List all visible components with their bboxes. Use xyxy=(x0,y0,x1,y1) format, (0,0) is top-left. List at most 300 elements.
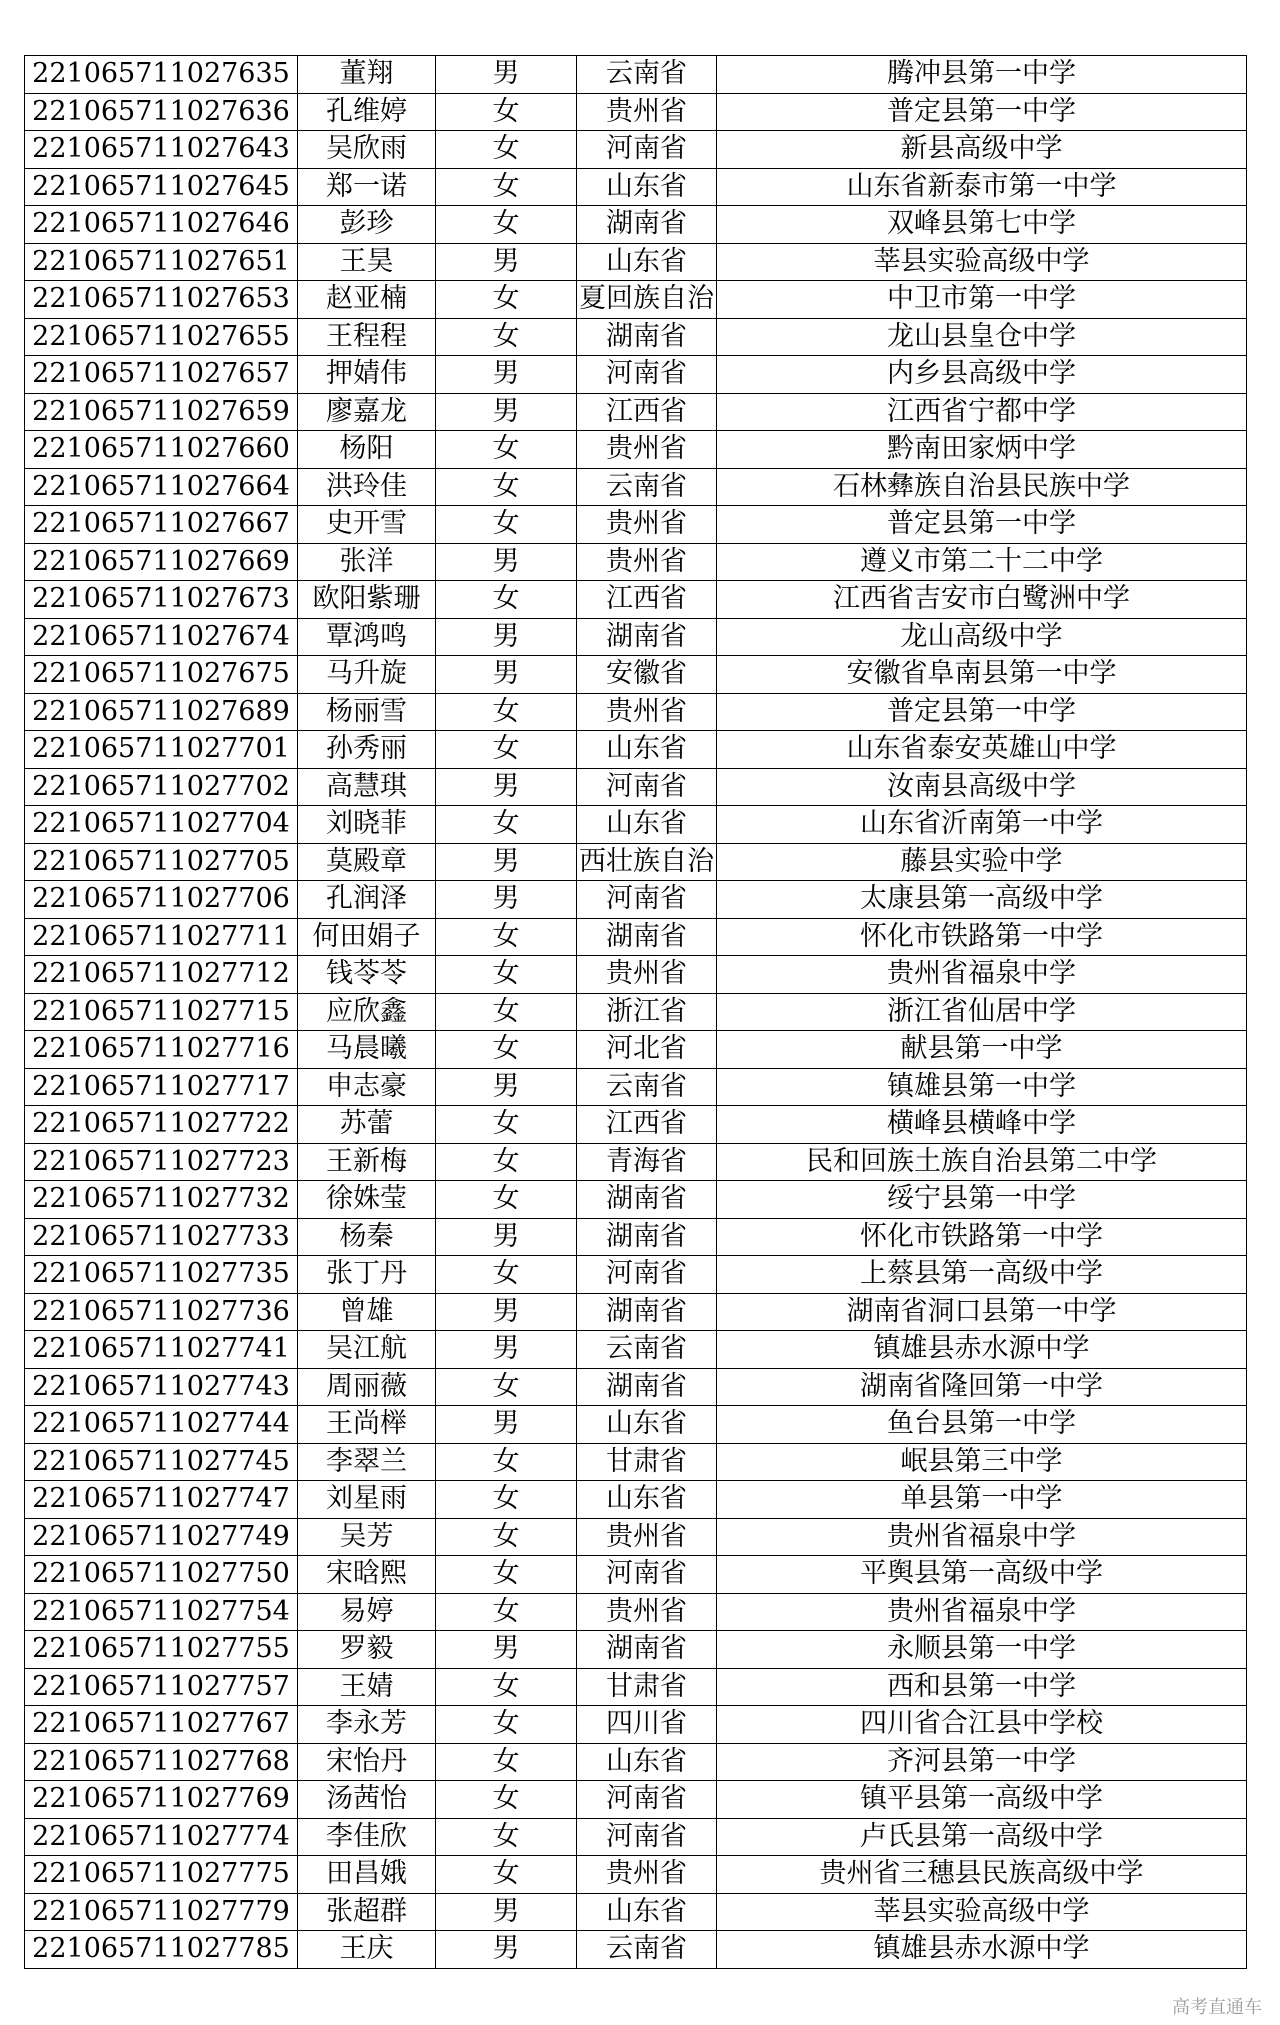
province-cell: 夏回族自治 xyxy=(577,281,717,319)
table-row xyxy=(25,1331,1247,1369)
student-name-cell: 王程程 xyxy=(298,318,436,356)
province-cell: 贵州省 xyxy=(577,956,717,994)
student-name-cell: 张洋 xyxy=(298,543,436,581)
province-cell: 江西省 xyxy=(577,1106,717,1144)
school-cell: 上蔡县第一高级中学 xyxy=(717,1256,1247,1294)
school-cell: 藤县实验中学 xyxy=(717,843,1247,881)
province-cell: 贵州省 xyxy=(577,693,717,731)
school-cell: 内乡县高级中学 xyxy=(717,356,1247,394)
gender-cell: 男 xyxy=(436,881,577,919)
student-id-cell: 221065711027741 xyxy=(25,1331,298,1369)
student-name-cell: 王昊 xyxy=(298,243,436,281)
student-id-cell: 221065711027701 xyxy=(25,731,298,769)
student-id-cell: 221065711027645 xyxy=(25,168,298,206)
student-name-cell: 王庆 xyxy=(298,1931,436,1969)
gender-cell: 男 xyxy=(436,1218,577,1256)
student-name-cell: 宋怡丹 xyxy=(298,1743,436,1781)
table-row xyxy=(25,356,1247,394)
table-row xyxy=(25,1106,1247,1144)
gender-cell: 女 xyxy=(436,1031,577,1069)
school-cell: 贵州省福泉中学 xyxy=(717,1593,1247,1631)
student-id-cell: 221065711027674 xyxy=(25,618,298,656)
table-row xyxy=(25,1218,1247,1256)
province-cell: 江西省 xyxy=(577,393,717,431)
gender-cell: 女 xyxy=(436,731,577,769)
gender-cell: 女 xyxy=(436,318,577,356)
school-cell: 汝南县高级中学 xyxy=(717,768,1247,806)
province-cell: 云南省 xyxy=(577,468,717,506)
table-row xyxy=(25,1256,1247,1294)
student-id-cell: 221065711027785 xyxy=(25,1931,298,1969)
school-cell: 莘县实验高级中学 xyxy=(717,243,1247,281)
table-row xyxy=(25,1443,1247,1481)
table-row xyxy=(25,468,1247,506)
school-cell: 平舆县第一高级中学 xyxy=(717,1556,1247,1594)
table-row xyxy=(25,1143,1247,1181)
student-name-cell: 孔维婷 xyxy=(298,93,436,131)
school-cell: 贵州省三穗县民族高级中学 xyxy=(717,1856,1247,1894)
table-row xyxy=(25,1406,1247,1444)
school-cell: 永顺县第一中学 xyxy=(717,1631,1247,1669)
student-id-cell: 221065711027717 xyxy=(25,1068,298,1106)
table-row xyxy=(25,131,1247,169)
school-cell: 贵州省福泉中学 xyxy=(717,956,1247,994)
table-row xyxy=(25,168,1247,206)
school-cell: 横峰县横峰中学 xyxy=(717,1106,1247,1144)
table-row xyxy=(25,1181,1247,1219)
student-name-cell: 董翔 xyxy=(298,56,436,94)
student-name-cell: 杨阳 xyxy=(298,431,436,469)
student-name-cell: 吴芳 xyxy=(298,1518,436,1556)
province-cell: 山东省 xyxy=(577,243,717,281)
student-name-cell: 李永芳 xyxy=(298,1706,436,1744)
province-cell: 山东省 xyxy=(577,1743,717,1781)
student-name-cell: 钱苓苓 xyxy=(298,956,436,994)
province-cell: 湖南省 xyxy=(577,206,717,244)
school-cell: 江西省吉安市白鹭洲中学 xyxy=(717,581,1247,619)
table-row xyxy=(25,618,1247,656)
gender-cell: 女 xyxy=(436,1518,577,1556)
table-row xyxy=(25,206,1247,244)
school-cell: 山东省泰安英雄山中学 xyxy=(717,731,1247,769)
student-name-cell: 何田娟子 xyxy=(298,918,436,956)
province-cell: 湖南省 xyxy=(577,1368,717,1406)
table-row xyxy=(25,393,1247,431)
gender-cell: 女 xyxy=(436,1818,577,1856)
gender-cell: 男 xyxy=(436,1631,577,1669)
watermark-text: 高考直通车 xyxy=(1172,1997,1262,2018)
student-name-cell: 宋晗熙 xyxy=(298,1556,436,1594)
student-id-cell: 221065711027667 xyxy=(25,506,298,544)
student-name-cell: 廖嘉龙 xyxy=(298,393,436,431)
school-cell: 四川省合江县中学校 xyxy=(717,1706,1247,1744)
student-name-cell: 孙秀丽 xyxy=(298,731,436,769)
school-cell: 莘县实验高级中学 xyxy=(717,1893,1247,1931)
gender-cell: 男 xyxy=(436,843,577,881)
gender-cell: 女 xyxy=(436,206,577,244)
student-id-cell: 221065711027754 xyxy=(25,1593,298,1631)
student-id-cell: 221065711027657 xyxy=(25,356,298,394)
student-id-cell: 221065711027755 xyxy=(25,1631,298,1669)
table-row xyxy=(25,1856,1247,1894)
student-id-cell: 221065711027669 xyxy=(25,543,298,581)
table-row xyxy=(25,543,1247,581)
school-cell: 献县第一中学 xyxy=(717,1031,1247,1069)
gender-cell: 男 xyxy=(436,243,577,281)
student-id-cell: 221065711027735 xyxy=(25,1256,298,1294)
gender-cell: 女 xyxy=(436,506,577,544)
school-cell: 镇雄县第一中学 xyxy=(717,1068,1247,1106)
student-name-cell: 洪玲佳 xyxy=(298,468,436,506)
province-cell: 湖南省 xyxy=(577,1631,717,1669)
school-cell: 浙江省仙居中学 xyxy=(717,993,1247,1031)
student-name-cell: 刘星雨 xyxy=(298,1481,436,1519)
student-id-cell: 221065711027769 xyxy=(25,1781,298,1819)
table-row xyxy=(25,1368,1247,1406)
table-row xyxy=(25,693,1247,731)
gender-cell: 女 xyxy=(436,693,577,731)
table-row xyxy=(25,1631,1247,1669)
student-name-cell: 马升旋 xyxy=(298,656,436,694)
student-id-cell: 221065711027767 xyxy=(25,1706,298,1744)
student-name-cell: 马晨曦 xyxy=(298,1031,436,1069)
table-row xyxy=(25,93,1247,131)
gender-cell: 女 xyxy=(436,131,577,169)
school-cell: 江西省宁都中学 xyxy=(717,393,1247,431)
province-cell: 云南省 xyxy=(577,1331,717,1369)
table-row xyxy=(25,1781,1247,1819)
student-name-cell: 应欣鑫 xyxy=(298,993,436,1031)
student-id-cell: 221065711027745 xyxy=(25,1443,298,1481)
student-name-cell: 李翠兰 xyxy=(298,1443,436,1481)
school-cell: 山东省新泰市第一中学 xyxy=(717,168,1247,206)
table-row xyxy=(25,281,1247,319)
student-name-cell: 赵亚楠 xyxy=(298,281,436,319)
school-cell: 遵义市第二十二中学 xyxy=(717,543,1247,581)
province-cell: 江西省 xyxy=(577,581,717,619)
gender-cell: 女 xyxy=(436,1856,577,1894)
school-cell: 普定县第一中学 xyxy=(717,93,1247,131)
province-cell: 贵州省 xyxy=(577,543,717,581)
school-cell: 镇平县第一高级中学 xyxy=(717,1781,1247,1819)
province-cell: 山东省 xyxy=(577,806,717,844)
school-cell: 太康县第一高级中学 xyxy=(717,881,1247,919)
school-cell: 齐河县第一中学 xyxy=(717,1743,1247,1781)
table-row xyxy=(25,1706,1247,1744)
gender-cell: 男 xyxy=(436,1331,577,1369)
student-id-cell: 221065711027736 xyxy=(25,1293,298,1331)
province-cell: 贵州省 xyxy=(577,1593,717,1631)
gender-cell: 男 xyxy=(436,1068,577,1106)
gender-cell: 女 xyxy=(436,468,577,506)
student-id-cell: 221065711027673 xyxy=(25,581,298,619)
table-row xyxy=(25,243,1247,281)
table-row xyxy=(25,843,1247,881)
student-name-cell: 杨秦 xyxy=(298,1218,436,1256)
student-name-cell: 王尚榉 xyxy=(298,1406,436,1444)
gender-cell: 女 xyxy=(436,1743,577,1781)
school-cell: 普定县第一中学 xyxy=(717,693,1247,731)
student-id-cell: 221065711027779 xyxy=(25,1893,298,1931)
student-name-cell: 彭珍 xyxy=(298,206,436,244)
student-name-cell: 罗毅 xyxy=(298,1631,436,1669)
province-cell: 青海省 xyxy=(577,1143,717,1181)
student-id-cell: 221065711027653 xyxy=(25,281,298,319)
gender-cell: 男 xyxy=(436,1931,577,1969)
table-row xyxy=(25,993,1247,1031)
student-name-cell: 易婷 xyxy=(298,1593,436,1631)
gender-cell: 女 xyxy=(436,1481,577,1519)
gender-cell: 男 xyxy=(436,356,577,394)
province-cell: 云南省 xyxy=(577,56,717,94)
student-name-cell: 吴欣雨 xyxy=(298,131,436,169)
student-id-cell: 221065711027636 xyxy=(25,93,298,131)
province-cell: 河北省 xyxy=(577,1031,717,1069)
school-cell: 怀化市铁路第一中学 xyxy=(717,918,1247,956)
student-id-cell: 221065711027705 xyxy=(25,843,298,881)
province-cell: 河南省 xyxy=(577,1256,717,1294)
student-name-cell: 徐姝莹 xyxy=(298,1181,436,1219)
table-row xyxy=(25,1556,1247,1594)
school-cell: 岷县第三中学 xyxy=(717,1443,1247,1481)
gender-cell: 女 xyxy=(436,431,577,469)
student-id-cell: 221065711027635 xyxy=(25,56,298,94)
gender-cell: 男 xyxy=(436,393,577,431)
province-cell: 河南省 xyxy=(577,1556,717,1594)
student-id-cell: 221065711027675 xyxy=(25,656,298,694)
school-cell: 卢氏县第一高级中学 xyxy=(717,1818,1247,1856)
student-id-cell: 221065711027712 xyxy=(25,956,298,994)
student-name-cell: 史开雪 xyxy=(298,506,436,544)
province-cell: 湖南省 xyxy=(577,1181,717,1219)
table-row xyxy=(25,1931,1247,1969)
province-cell: 山东省 xyxy=(577,168,717,206)
student-name-cell: 王新梅 xyxy=(298,1143,436,1181)
province-cell: 湖南省 xyxy=(577,318,717,356)
gender-cell: 男 xyxy=(436,618,577,656)
student-name-cell: 吴江航 xyxy=(298,1331,436,1369)
student-id-cell: 221065711027689 xyxy=(25,693,298,731)
student-id-cell: 221065711027704 xyxy=(25,806,298,844)
student-name-cell: 押婧伟 xyxy=(298,356,436,394)
gender-cell: 女 xyxy=(436,581,577,619)
table-row xyxy=(25,1818,1247,1856)
school-cell: 湖南省洞口县第一中学 xyxy=(717,1293,1247,1331)
table-row xyxy=(25,918,1247,956)
school-cell: 双峰县第七中学 xyxy=(717,206,1247,244)
student-name-cell: 覃鸿鸣 xyxy=(298,618,436,656)
student-id-cell: 221065711027715 xyxy=(25,993,298,1031)
gender-cell: 男 xyxy=(436,1893,577,1931)
province-cell: 云南省 xyxy=(577,1931,717,1969)
province-cell: 安徽省 xyxy=(577,656,717,694)
province-cell: 云南省 xyxy=(577,1068,717,1106)
table-row xyxy=(25,506,1247,544)
student-id-cell: 221065711027757 xyxy=(25,1668,298,1706)
province-cell: 山东省 xyxy=(577,1893,717,1931)
student-name-cell: 汤茜怡 xyxy=(298,1781,436,1819)
student-name-cell: 欧阳紫珊 xyxy=(298,581,436,619)
school-cell: 民和回族土族自治县第二中学 xyxy=(717,1143,1247,1181)
student-table xyxy=(24,55,1247,1969)
province-cell: 贵州省 xyxy=(577,93,717,131)
student-name-cell: 杨丽雪 xyxy=(298,693,436,731)
gender-cell: 女 xyxy=(436,1106,577,1144)
table-row xyxy=(25,1743,1247,1781)
school-cell: 山东省沂南第一中学 xyxy=(717,806,1247,844)
province-cell: 河南省 xyxy=(577,1781,717,1819)
gender-cell: 男 xyxy=(436,1293,577,1331)
table-row xyxy=(25,1893,1247,1931)
student-name-cell: 王婧 xyxy=(298,1668,436,1706)
province-cell: 贵州省 xyxy=(577,1856,717,1894)
student-id-cell: 221065711027723 xyxy=(25,1143,298,1181)
school-cell: 腾冲县第一中学 xyxy=(717,56,1247,94)
student-table-body xyxy=(25,56,1247,1969)
student-id-cell: 221065711027749 xyxy=(25,1518,298,1556)
student-id-cell: 221065711027774 xyxy=(25,1818,298,1856)
student-id-cell: 221065711027732 xyxy=(25,1181,298,1219)
student-name-cell: 李佳欣 xyxy=(298,1818,436,1856)
province-cell: 河南省 xyxy=(577,1818,717,1856)
gender-cell: 女 xyxy=(436,168,577,206)
province-cell: 四川省 xyxy=(577,1706,717,1744)
province-cell: 湖南省 xyxy=(577,918,717,956)
student-id-cell: 221065711027706 xyxy=(25,881,298,919)
student-id-cell: 221065711027643 xyxy=(25,131,298,169)
province-cell: 甘肃省 xyxy=(577,1443,717,1481)
school-cell: 中卫市第一中学 xyxy=(717,281,1247,319)
province-cell: 湖南省 xyxy=(577,1218,717,1256)
table-row xyxy=(25,806,1247,844)
table-row xyxy=(25,1481,1247,1519)
province-cell: 山东省 xyxy=(577,1481,717,1519)
school-cell: 绥宁县第一中学 xyxy=(717,1181,1247,1219)
table-row xyxy=(25,656,1247,694)
student-id-cell: 221065711027744 xyxy=(25,1406,298,1444)
gender-cell: 女 xyxy=(436,956,577,994)
gender-cell: 女 xyxy=(436,1781,577,1819)
roster-sheet xyxy=(24,55,1247,1969)
gender-cell: 女 xyxy=(436,1143,577,1181)
school-cell: 西和县第一中学 xyxy=(717,1668,1247,1706)
table-row xyxy=(25,1293,1247,1331)
table-row xyxy=(25,1068,1247,1106)
school-cell: 鱼台县第一中学 xyxy=(717,1406,1247,1444)
province-cell: 贵州省 xyxy=(577,431,717,469)
province-cell: 河南省 xyxy=(577,356,717,394)
gender-cell: 女 xyxy=(436,993,577,1031)
province-cell: 浙江省 xyxy=(577,993,717,1031)
gender-cell: 女 xyxy=(436,1256,577,1294)
school-cell: 镇雄县赤水源中学 xyxy=(717,1331,1247,1369)
province-cell: 湖南省 xyxy=(577,618,717,656)
province-cell: 西壮族自治 xyxy=(577,843,717,881)
gender-cell: 女 xyxy=(436,281,577,319)
table-row xyxy=(25,1668,1247,1706)
student-id-cell: 221065711027646 xyxy=(25,206,298,244)
table-row xyxy=(25,768,1247,806)
table-row xyxy=(25,431,1247,469)
school-cell: 石林彝族自治县民族中学 xyxy=(717,468,1247,506)
gender-cell: 男 xyxy=(436,56,577,94)
student-name-cell: 张丁丹 xyxy=(298,1256,436,1294)
school-cell: 安徽省阜南县第一中学 xyxy=(717,656,1247,694)
student-id-cell: 221065711027733 xyxy=(25,1218,298,1256)
table-row xyxy=(25,1518,1247,1556)
student-name-cell: 孔润泽 xyxy=(298,881,436,919)
student-id-cell: 221065711027716 xyxy=(25,1031,298,1069)
school-cell: 普定县第一中学 xyxy=(717,506,1247,544)
gender-cell: 男 xyxy=(436,768,577,806)
student-name-cell: 田昌娥 xyxy=(298,1856,436,1894)
province-cell: 河南省 xyxy=(577,131,717,169)
table-row xyxy=(25,1031,1247,1069)
student-id-cell: 221065711027659 xyxy=(25,393,298,431)
student-id-cell: 221065711027747 xyxy=(25,1481,298,1519)
school-cell: 湖南省隆回第一中学 xyxy=(717,1368,1247,1406)
student-name-cell: 申志豪 xyxy=(298,1068,436,1106)
student-id-cell: 221065711027660 xyxy=(25,431,298,469)
school-cell: 龙山高级中学 xyxy=(717,618,1247,656)
school-cell: 单县第一中学 xyxy=(717,1481,1247,1519)
province-cell: 河南省 xyxy=(577,881,717,919)
school-cell: 贵州省福泉中学 xyxy=(717,1518,1247,1556)
gender-cell: 女 xyxy=(436,1556,577,1594)
table-row xyxy=(25,581,1247,619)
province-cell: 贵州省 xyxy=(577,1518,717,1556)
province-cell: 贵州省 xyxy=(577,506,717,544)
student-id-cell: 221065711027664 xyxy=(25,468,298,506)
gender-cell: 女 xyxy=(436,1706,577,1744)
table-row xyxy=(25,318,1247,356)
student-name-cell: 刘晓菲 xyxy=(298,806,436,844)
student-name-cell: 高慧琪 xyxy=(298,768,436,806)
student-id-cell: 221065711027743 xyxy=(25,1368,298,1406)
province-cell: 甘肃省 xyxy=(577,1668,717,1706)
gender-cell: 女 xyxy=(436,1443,577,1481)
student-name-cell: 莫殿章 xyxy=(298,843,436,881)
student-name-cell: 郑一诺 xyxy=(298,168,436,206)
school-cell: 镇雄县赤水源中学 xyxy=(717,1931,1247,1969)
gender-cell: 女 xyxy=(436,918,577,956)
student-id-cell: 221065711027655 xyxy=(25,318,298,356)
gender-cell: 男 xyxy=(436,543,577,581)
province-cell: 湖南省 xyxy=(577,1293,717,1331)
student-id-cell: 221065711027750 xyxy=(25,1556,298,1594)
school-cell: 龙山县皇仓中学 xyxy=(717,318,1247,356)
gender-cell: 男 xyxy=(436,1406,577,1444)
gender-cell: 男 xyxy=(436,656,577,694)
student-id-cell: 221065711027711 xyxy=(25,918,298,956)
gender-cell: 女 xyxy=(436,93,577,131)
gender-cell: 女 xyxy=(436,1668,577,1706)
student-name-cell: 周丽薇 xyxy=(298,1368,436,1406)
school-cell: 黔南田家炳中学 xyxy=(717,431,1247,469)
gender-cell: 女 xyxy=(436,1181,577,1219)
student-id-cell: 221065711027722 xyxy=(25,1106,298,1144)
gender-cell: 女 xyxy=(436,1368,577,1406)
student-name-cell: 曾雄 xyxy=(298,1293,436,1331)
student-name-cell: 张超群 xyxy=(298,1893,436,1931)
table-row xyxy=(25,1593,1247,1631)
school-cell: 新县高级中学 xyxy=(717,131,1247,169)
province-cell: 河南省 xyxy=(577,768,717,806)
province-cell: 山东省 xyxy=(577,731,717,769)
table-row xyxy=(25,56,1247,94)
table-row xyxy=(25,881,1247,919)
school-cell: 怀化市铁路第一中学 xyxy=(717,1218,1247,1256)
